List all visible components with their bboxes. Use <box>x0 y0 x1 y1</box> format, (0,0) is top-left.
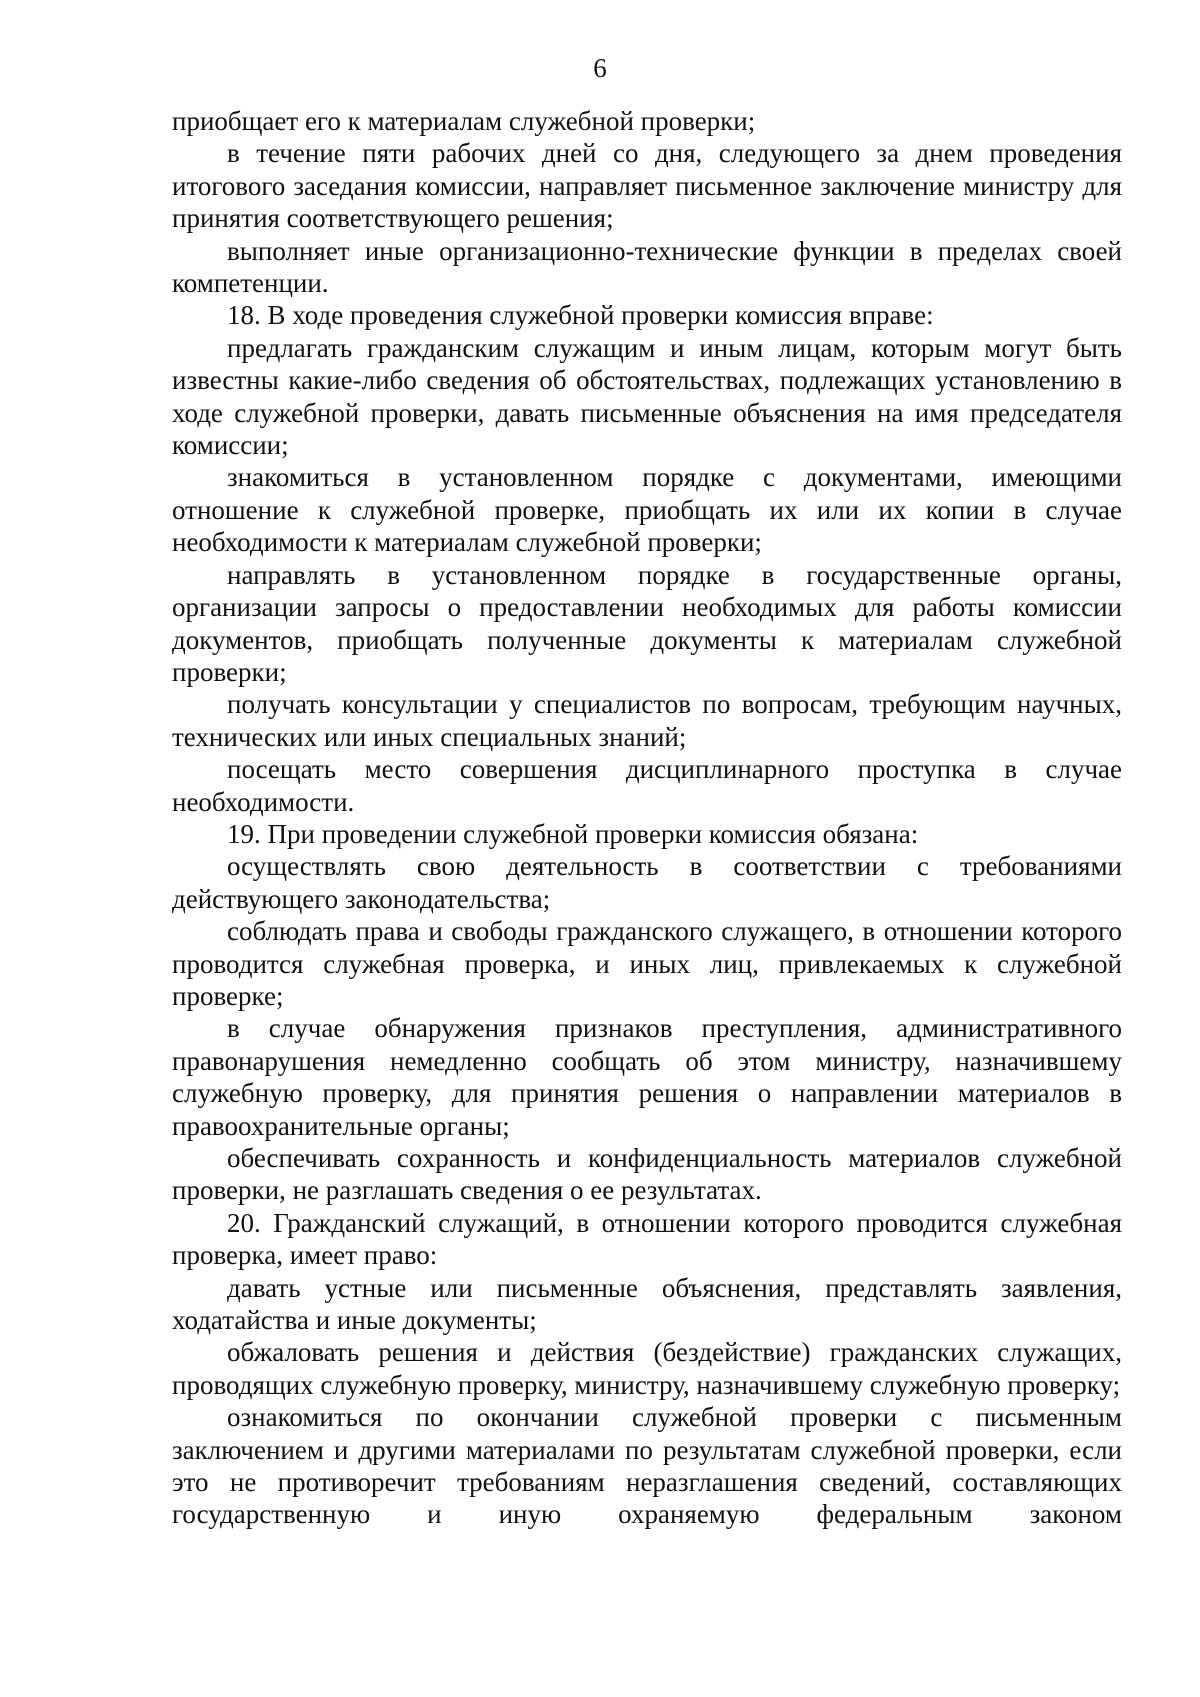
paragraph: осуществлять свою деятельность в соответствии с требованиями действующего законодательства; <box>172 851 1122 914</box>
section-heading-18: 18. В ходе проведения служебной проверки комиссия вправе: <box>227 300 934 331</box>
paragraph: предлагать гражданским служащим и иным лицам, которым могут быть известны какие-либо сведения об обстоятельствах, подлежащих установлению в ходе служебной проверки, давать письменные объяснения на имя председателя комиссии; <box>172 332 1122 461</box>
paragraph: давать устные или письменные объяснения, представлять заявления, ходатайства и иные документы; <box>172 1272 1122 1336</box>
paragraph: получать консультации у специалистов по вопросам, требующим научных, технических или иных специальных знаний; <box>172 689 1122 752</box>
section-heading-19: 19. При проведении служебной проверки комиссия обязана: <box>227 818 919 849</box>
paragraph: соблюдать права и свободы гражданского служащего, в отношении которого проводится служебная проверка, и иных лиц, привлекаемых к служебной проверке; <box>172 916 1122 1011</box>
paragraph: направлять в установленном порядке в государственные органы, организации запросы о предоставлении необходимых для работы комиссии документов, приобщать полученные документы к материалам служебной проверки; <box>172 559 1122 687</box>
paragraph: знакомиться в установленном порядке с документами, имеющими отношение к служебной проверке, приобщать их или их копии в случае необходимости к материалам служебной проверки; <box>172 462 1122 558</box>
page-number: 6 <box>593 53 607 83</box>
paragraph: в течение пяти рабочих дней со дня, следующего за днем проведения итогового заседания комиссии, направляет письменное заключение министру для принятия соответствующего решения; <box>172 138 1122 234</box>
document-body <box>172 105 1122 1531</box>
section-heading-20: 20. Гражданский служащий, в отношении которого проводится служебная проверка, имеет право: <box>172 1207 1122 1271</box>
paragraph: обжаловать решения и действия (бездействие) гражданских служащих, проводящих служебную проверку, министру, назначившему служебную проверку; <box>172 1337 1122 1400</box>
paragraph: приобщает его к материалам служебной проверки; <box>172 106 756 136</box>
paragraph-continued: ознакомиться по окончании служебной проверки с письменным заключением и другими материалами по результатам служебной проверки, если это не противоречит требованиям неразглашения сведений, составляющих государственную и иную охраняемую федеральным законом <box>172 1402 1122 1530</box>
paragraph: выполняет иные организационно-технические функции в пределах своей компетенции. <box>172 235 1122 299</box>
paragraph: в случае обнаружения признаков преступления, административного правонарушения немедленно сообщать об этом министру, назначившему служебную проверку, для принятия решения о направлении материалов в правоохранительные органы; <box>172 1013 1122 1141</box>
paragraph: посещать место совершения дисциплинарного проступка в случае необходимости. <box>172 754 1122 817</box>
paragraph: обеспечивать сохранность и конфиденциальность материалов служебной проверки, не разглашать сведения о ее результатах. <box>172 1143 1122 1206</box>
